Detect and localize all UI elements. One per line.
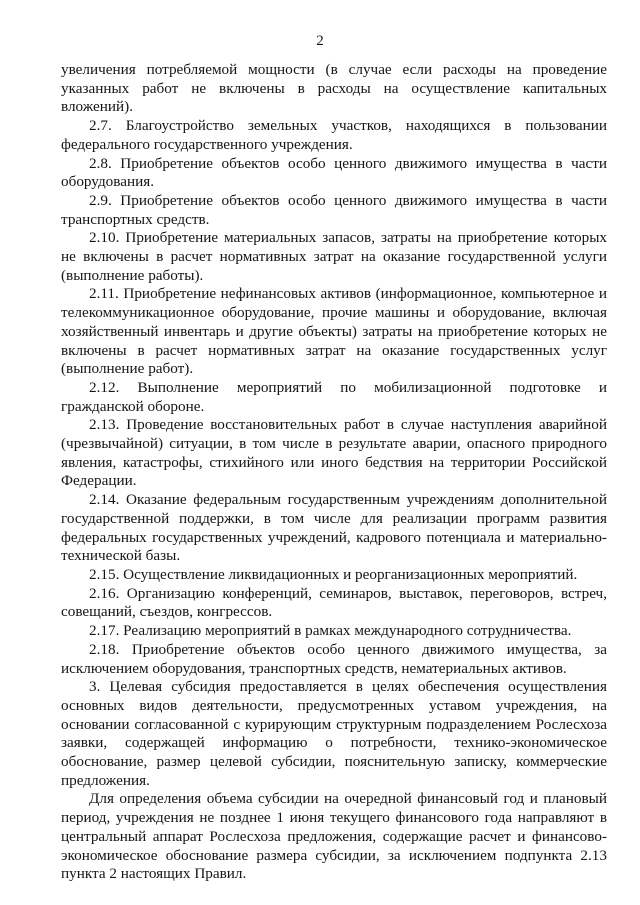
document-body bbox=[61, 61, 607, 884]
paragraph-2-9: 2.9. Приобретение объектов особо ценного движимого имущества в части транспортных средств. bbox=[61, 191, 607, 228]
paragraph-2-10: 2.10. Приобретение материальных запасов, затраты на приобретение которых не включены в расчет нормативных затрат на оказание государственной услуги (выполнение работы). bbox=[61, 229, 607, 284]
paragraph-2-8: 2.8. Приобретение объектов особо ценного движимого имущества в части оборудования. bbox=[61, 154, 607, 191]
paragraph-2-16: 2.16. Организацию конференций, семинаров, выставок, переговоров, встреч, совещаний, съездов, конгрессов. bbox=[61, 584, 607, 621]
paragraph-2-13: 2.13. Проведение восстановительных работ в случае наступления аварийной (чрезвычайной) ситуации, в том числе в результате аварии, опасного природного явления, катастрофы, стихийного или иного бедствия на территории Российской Федерации. bbox=[61, 416, 607, 490]
paragraph-subsidy-volume: Для определения объема субсидии на очередной финансовый год и плановый период, учреждения не позднее 1 июня текущего финансового года направляют в центральный аппарат Рослесхоза предложения, содержащие расчет и финансово-экономическое обоснование размера субсидии, за исключением подпункта 2.13 пункта 2 настоящих Правил. bbox=[61, 790, 607, 883]
page-number: 2 bbox=[316, 33, 324, 49]
paragraph-2-18: 2.18. Приобретение объектов особо ценного движимого имущества, за исключением оборудования, транспортных средств, нематериальных активов. bbox=[61, 640, 607, 677]
paragraph-2-7: 2.7. Благоустройство земельных участков, находящихся в пользовании федерального государственного учреждения. bbox=[61, 117, 607, 153]
paragraph-2-12: 2.12. Выполнение мероприятий по мобилизационной подготовке и гражданской обороне. bbox=[61, 378, 607, 415]
paragraph-3: 3. Целевая субсидия предоставляется в целях обеспечения осуществления основных видов деятельности, предусмотренных уставом учреждения, на основании согласованной с курирующим структурным подразделением Рослесхоза заявки, содержащей информацию о потребности, технико-экономическое обоснование, размер целевой субсидии, пояснительную записку, коммерческие предложения. bbox=[61, 678, 607, 789]
paragraph-continuation: увеличения потребляемой мощности (в случае если расходы на проведение указанных работ не включены в расходы на осуществление капитальных вложений). bbox=[61, 61, 607, 116]
paragraph-2-15: 2.15. Осуществление ликвидационных и реорганизационных мероприятий. bbox=[89, 565, 578, 583]
paragraph-2-14: 2.14. Оказание федеральным государственным учреждениям дополнительной государственной поддержки, в том числе для реализации программ развития федеральных государственных учреждений, кадрового потенциала и материально-технической базы. bbox=[61, 491, 607, 565]
paragraph-2-11: 2.11. Приобретение нефинансовых активов (информационное, компьютерное и телекоммуникационное оборудование, прочие машины и оборудование, включая хозяйственный инвентарь и другие объекты) затраты на приобретение которых не включены в расчет нормативных затрат на оказание государственных услуг (выполнение работ). bbox=[61, 285, 607, 378]
paragraph-2-17: 2.17. Реализацию мероприятий в рамках международного сотрудничества. bbox=[89, 622, 572, 640]
